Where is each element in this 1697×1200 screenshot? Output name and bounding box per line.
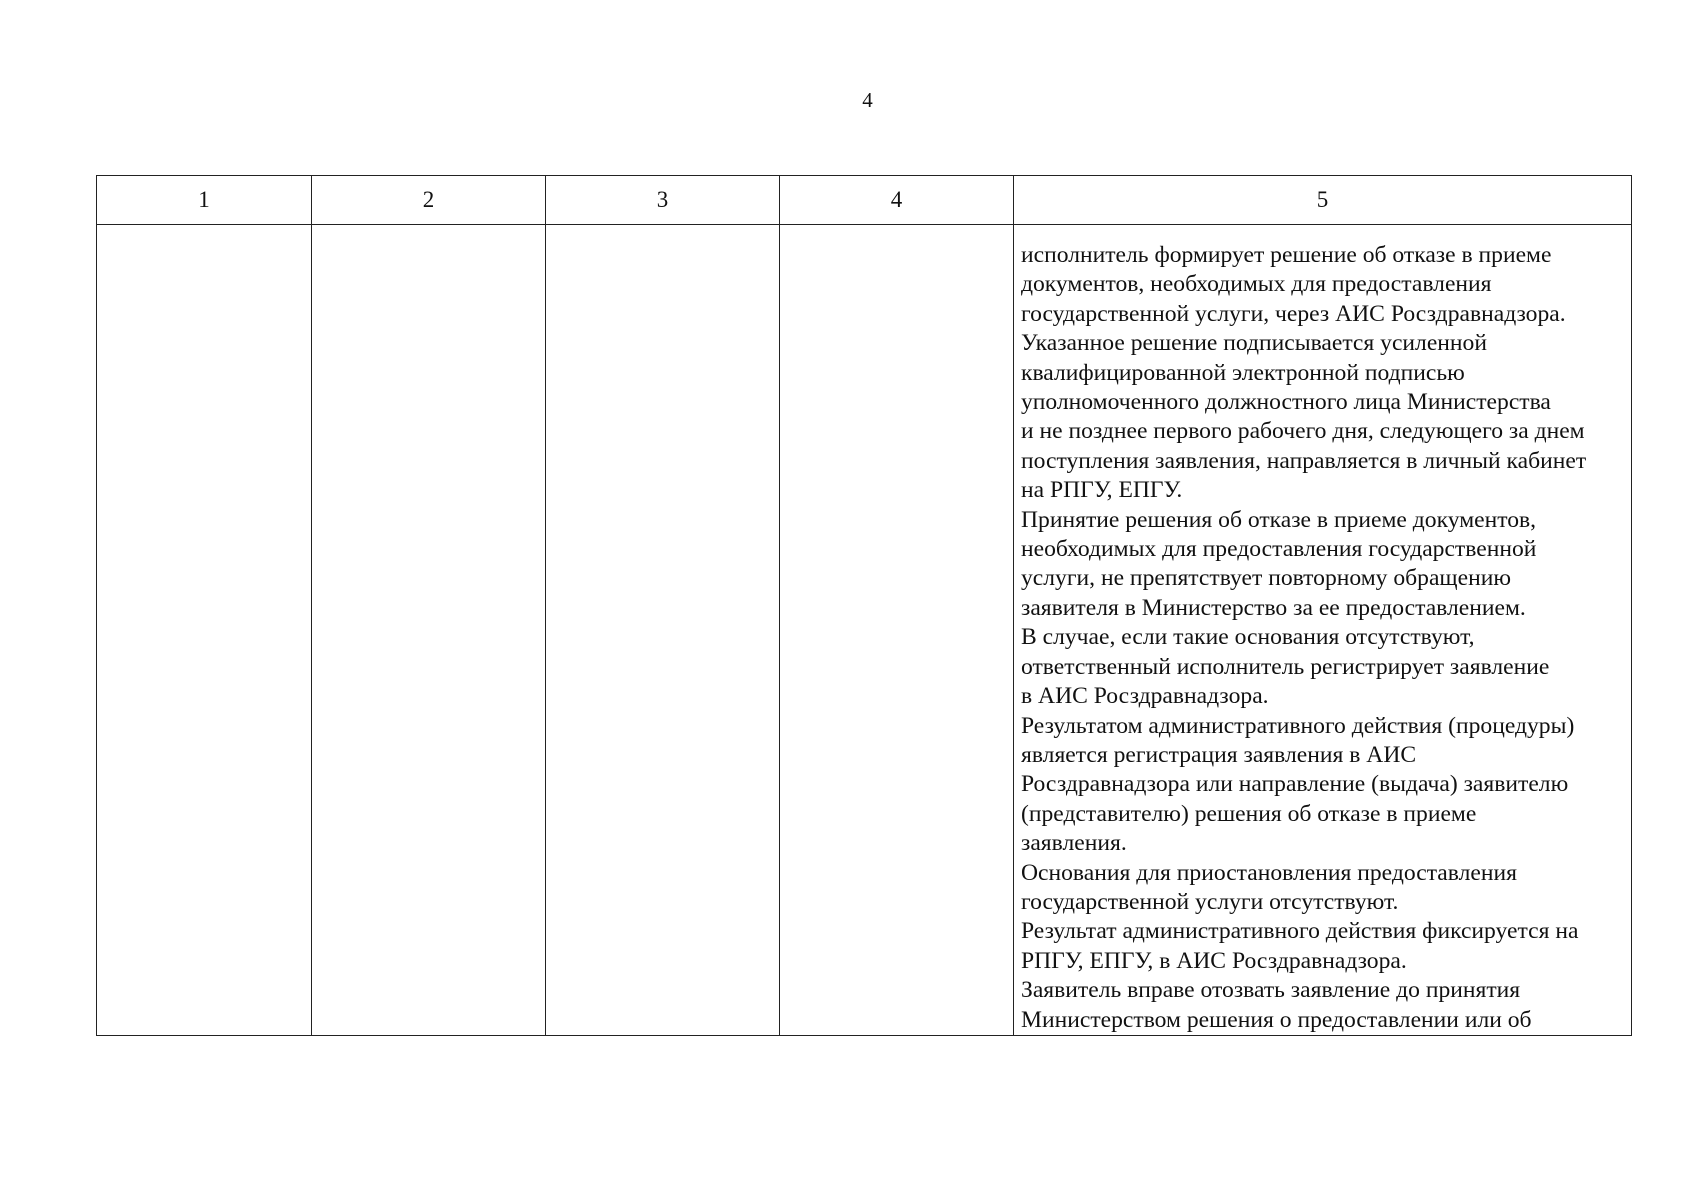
text-line: поступления заявления, направляется в личный кабинет [1021,447,1587,474]
text-line: Министерством решения о предоставлении или об [1021,1006,1532,1033]
text-line: Росздравнадзора или направление (выдача) заявителю [1021,771,1569,798]
column-header-1: 1 [97,176,312,225]
text-line: Основания для приостановления предоставления [1021,859,1517,886]
cell-column-2 [312,225,546,1036]
regulation-table [96,175,1632,1036]
text-line: заявления. [1021,830,1127,857]
column-header-2: 2 [312,176,546,225]
column-header-5: 5 [1014,176,1632,225]
text-line: заявителя в Министерство за ее предоставлением. [1021,594,1526,621]
text-line: Заявитель вправе отозвать заявление до принятия [1021,977,1521,1004]
text-line: и не позднее первого рабочего дня, следующего за днем [1021,418,1585,445]
cell-column-1 [97,225,312,1036]
cell-column-3 [546,225,780,1036]
text-line: Указанное решение подписывается усиленной [1021,330,1487,357]
text-line: Результат административного действия фиксируется на [1021,918,1579,945]
text-line: уполномоченного должностного лица Министерства [1021,389,1551,416]
text-line: документов, необходимых для предоставления [1021,271,1492,298]
text-line: государственной услуги отсутствуют. [1021,888,1399,915]
text-line: (представителю) решения об отказе в приеме [1021,800,1477,827]
text-line: государственной услуги, через АИС Росздравнадзора. [1021,300,1566,327]
text-line: Результатом административного действия (процедуры) [1021,712,1575,739]
column-header-4: 4 [780,176,1014,225]
procedure-description-text [1014,225,1631,1035]
text-line: исполнитель формирует решение об отказе в приеме [1021,242,1552,268]
text-line: услуги, не препятствует повторному обращению [1021,565,1511,592]
text-line: Принятие решения об отказе в приеме документов, [1021,506,1537,533]
text-line: на РПГУ, ЕПГУ. [1021,477,1183,504]
text-line: ответственный исполнитель регистрирует заявление [1021,653,1550,680]
cell-column-4 [780,225,1014,1036]
text-line: РПГУ, ЕПГУ, в АИС Росздравнадзора. [1021,947,1407,974]
table-header-row [97,176,1632,225]
cell-column-5 [1014,225,1632,1036]
text-line: В случае, если такие основания отсутствуют, [1021,624,1475,651]
text-line: в АИС Росздравнадзора. [1021,683,1269,710]
text-line: является регистрация заявления в АИС [1021,741,1417,768]
text-line: квалифицированной электронной подписью [1021,359,1465,386]
table-row [97,225,1632,1036]
column-header-3: 3 [546,176,780,225]
page-number: 4 [862,88,873,112]
text-line: необходимых для предоставления государственной [1021,536,1537,563]
